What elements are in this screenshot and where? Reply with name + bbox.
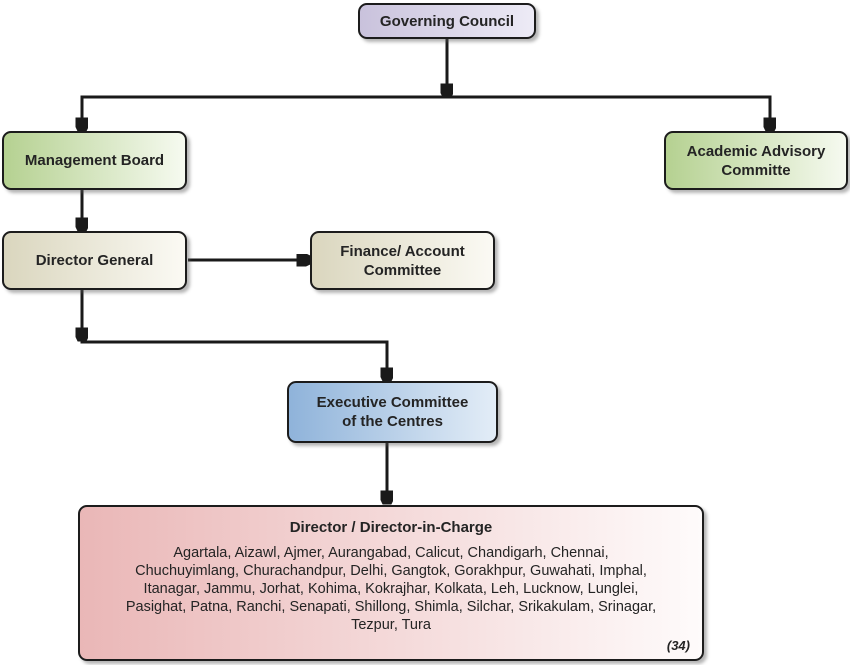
node-label: Finance/ Account [340,242,465,260]
city-list-line: Agartala, Aizawl, Ajmer, Aurangabad, Calicut, Chandigarh, Chennai, [173,545,609,561]
node-label: of the Centres [342,413,443,430]
node-governing-council [358,3,536,39]
node-label: Committe [721,161,791,179]
node-label: Director General [35,252,154,269]
city-list-line: Itanagar, Jammu, Jorhat, Kohima, Kokrajhar, Kolkata, Leh, Lucknow, Lunglei, [143,581,639,597]
node-label: Management Board [24,152,165,169]
city-list-line: Chuchuyimlang, Churachandpur, Delhi, Gangtok, Gorakhpur, Guwahati, Imphal, [135,563,647,579]
directors-title: Director / Director-in-Charge [289,519,493,536]
node-finance-account-committee [310,231,495,290]
node-management-board [2,131,187,190]
city-list-line: Pasighat, Patna, Ranchi, Senapati, Shillong, Shimla, Silchar, Srikakulam, Srinagar, [125,599,657,615]
node-director-general [2,231,187,290]
node-label: Executive Committee [316,394,469,411]
node-label: Governing Council [379,12,515,30]
node-directors-in-charge [78,505,704,661]
edge-elbow-to-executive [82,342,387,376]
node-academic-advisory-committee [664,131,848,190]
node-label: Committee [363,261,442,279]
node-executive-committee [287,381,498,443]
node-label: Academic Advisory [686,142,826,160]
city-list-line: Tezpur, Tura [351,617,431,633]
centre-count: (34) [666,638,690,653]
